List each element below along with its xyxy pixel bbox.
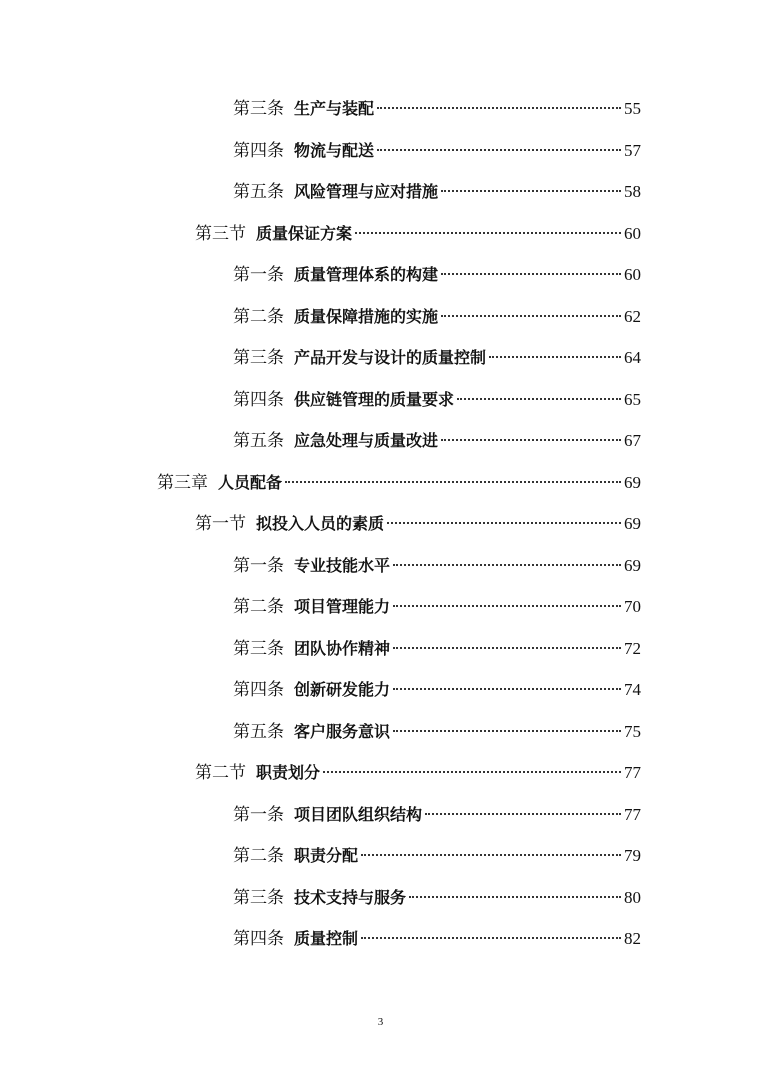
toc-entry-title: 客户服务意识 [294, 722, 391, 741]
toc-entry-number: 第三章 [157, 473, 208, 493]
toc-entry-number: 第三条 [233, 99, 284, 119]
toc-entry[interactable] [233, 720, 641, 744]
toc-entry-title: 拟投入人员的素质 [256, 514, 385, 533]
toc-entry-number: 第三节 [195, 224, 246, 244]
dot-leader [387, 522, 621, 524]
toc-entry[interactable] [233, 263, 641, 287]
toc-entry-title: 技术支持与服务 [294, 888, 407, 907]
toc-entry-page: 74 [624, 680, 641, 699]
dot-leader [393, 605, 621, 607]
toc-entry-number: 第五条 [233, 722, 284, 742]
toc-entry-title: 生产与装配 [294, 99, 375, 118]
toc-entry-title: 项目团队组织结构 [294, 805, 423, 824]
toc-entry-number: 第一条 [233, 805, 284, 825]
toc-entry-number: 第二节 [195, 763, 246, 783]
dot-leader [489, 356, 621, 358]
toc-entry-page: 62 [624, 307, 641, 326]
toc-entry[interactable] [195, 222, 641, 246]
toc-entry-page: 69 [624, 556, 641, 575]
toc-entry[interactable] [233, 97, 641, 121]
toc-entry-title: 创新研发能力 [294, 680, 391, 699]
toc-entry[interactable] [233, 595, 641, 619]
dot-leader [285, 481, 621, 483]
toc-entry-number: 第三条 [233, 639, 284, 659]
toc-entry[interactable] [195, 761, 641, 785]
dot-leader [409, 896, 621, 898]
toc-entry-page: 55 [624, 99, 641, 118]
dot-leader [361, 854, 621, 856]
dot-leader [393, 564, 621, 566]
toc-entry-number: 第二条 [233, 597, 284, 617]
toc-entry-number: 第三条 [233, 348, 284, 368]
toc-entry-page: 72 [624, 639, 641, 658]
toc-entry-number: 第二条 [233, 846, 284, 866]
toc-entry[interactable] [157, 471, 641, 495]
toc-entry-page: 75 [624, 722, 641, 741]
toc-entry[interactable] [233, 803, 641, 827]
dot-leader [441, 315, 621, 317]
toc-entry-page: 67 [624, 431, 641, 450]
toc-entry[interactable] [233, 554, 641, 578]
toc-entry-title: 质量保障措施的实施 [294, 307, 439, 326]
toc-entry-page: 64 [624, 348, 641, 367]
toc-entry-page: 69 [624, 473, 641, 492]
dot-leader [425, 813, 621, 815]
dot-leader [393, 647, 621, 649]
toc-entry-title: 项目管理能力 [294, 597, 391, 616]
toc-entry-number: 第五条 [233, 182, 284, 202]
dot-leader [441, 439, 621, 441]
toc-entry-page: 58 [624, 182, 641, 201]
toc-entry-page: 57 [624, 141, 641, 160]
toc-entry-page: 77 [624, 805, 641, 824]
toc-entry[interactable] [233, 886, 641, 910]
toc-entry-page: 80 [624, 888, 641, 907]
dot-leader [441, 190, 621, 192]
toc-entry-title: 质量控制 [294, 929, 359, 948]
toc-entry[interactable] [233, 139, 641, 163]
toc-entry-title: 人员配备 [218, 473, 283, 492]
toc-entry-page: 60 [624, 224, 641, 243]
dot-leader [377, 107, 621, 109]
toc-entry[interactable] [233, 346, 641, 370]
toc-entry-page: 69 [624, 514, 641, 533]
page-number: 3 [377, 1016, 384, 1028]
toc-entry-number: 第四条 [233, 680, 284, 700]
dot-leader [393, 730, 621, 732]
toc-entry-page: 77 [624, 763, 641, 782]
toc-entry-title: 风险管理与应对措施 [294, 182, 439, 201]
dot-leader [377, 149, 621, 151]
toc-entry-page: 70 [624, 597, 641, 616]
toc-entry-title: 专业技能水平 [294, 556, 391, 575]
toc-entry[interactable] [233, 180, 641, 204]
toc-entry[interactable] [233, 429, 641, 453]
toc-entry[interactable] [233, 388, 641, 412]
toc-entry-title: 应急处理与质量改进 [294, 431, 439, 450]
toc-entry-number: 第一条 [233, 265, 284, 285]
toc-entry-number: 第四条 [233, 141, 284, 161]
dot-leader [441, 273, 621, 275]
toc-entry-number: 第四条 [233, 929, 284, 949]
toc-entry-title: 团队协作精神 [294, 639, 391, 658]
toc-entry-title: 职责划分 [256, 763, 321, 782]
toc-entry-title: 供应链管理的质量要求 [294, 390, 455, 409]
toc-entry-page: 65 [624, 390, 641, 409]
toc-entry-page: 60 [624, 265, 641, 284]
toc-entry-page: 79 [624, 846, 641, 865]
toc-entry-number: 第四条 [233, 390, 284, 410]
toc-entry-number: 第一条 [233, 556, 284, 576]
toc-entry-number: 第五条 [233, 431, 284, 451]
toc-entry[interactable] [233, 844, 641, 868]
toc-entry[interactable] [233, 927, 641, 951]
dot-leader [355, 232, 621, 234]
dot-leader [361, 937, 621, 939]
toc-entry-number: 第二条 [233, 307, 284, 327]
toc-entry-title: 职责分配 [294, 846, 359, 865]
toc-entry-title: 质量管理体系的构建 [294, 265, 439, 284]
toc-entry-page: 82 [624, 929, 641, 948]
dot-leader [457, 398, 621, 400]
toc-entry-number: 第一节 [195, 514, 246, 534]
toc-entry-number: 第三条 [233, 888, 284, 908]
toc-entry-title: 产品开发与设计的质量控制 [294, 348, 487, 367]
toc-entry[interactable] [195, 512, 641, 536]
toc-entry[interactable] [233, 637, 641, 661]
toc-entry[interactable] [233, 305, 641, 329]
toc-entry-title: 质量保证方案 [256, 224, 353, 243]
toc-entry-title: 物流与配送 [294, 141, 375, 160]
dot-leader [323, 771, 621, 773]
toc-entry[interactable] [233, 678, 641, 702]
dot-leader [393, 688, 621, 690]
